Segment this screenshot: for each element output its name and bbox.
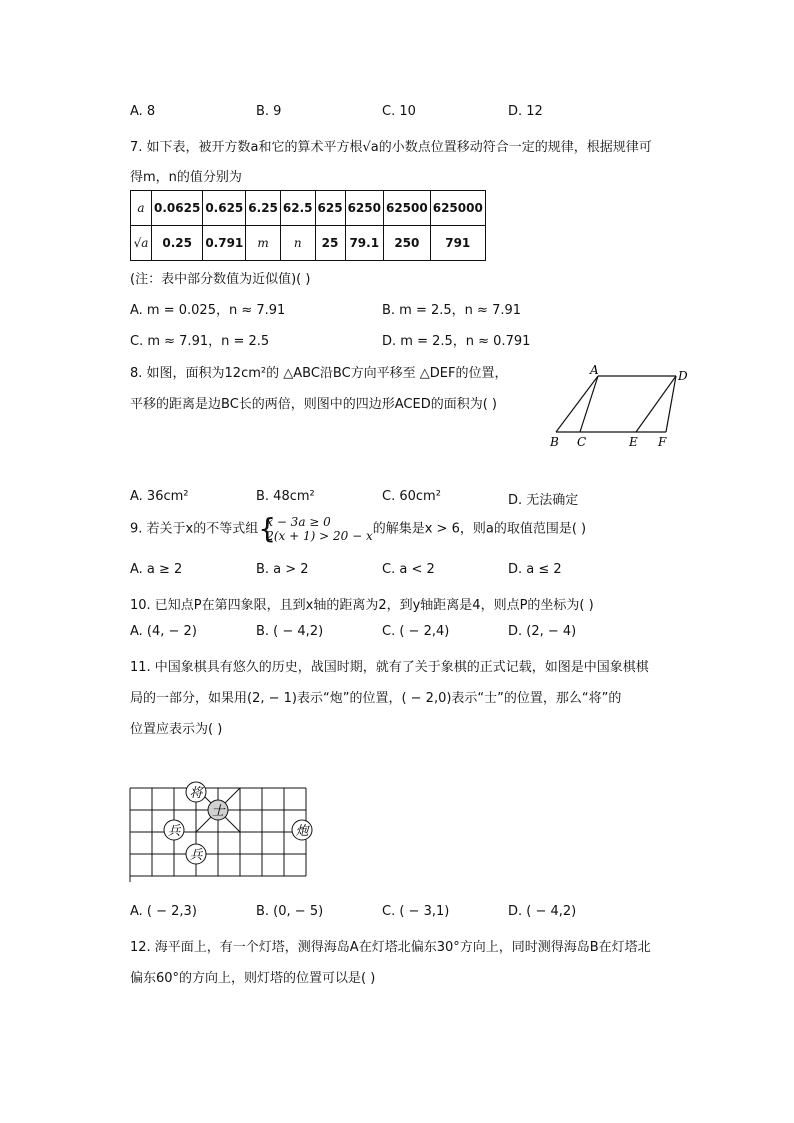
segment-de bbox=[636, 376, 676, 432]
q7-option-d: D. m = 2.5，n ≈ 0.791 bbox=[382, 334, 531, 349]
translation-figure bbox=[540, 360, 700, 452]
table-cell: 0.25 bbox=[152, 226, 203, 261]
q9-option-a: A. a ≥ 2 bbox=[130, 562, 183, 577]
q11-stem-line1: 11. 中国象棋具有悠久的历史，战国时期，就有了关于象棋的正式记载，如图是中国象棋棋 bbox=[130, 660, 649, 675]
q9-option-c: C. a < 2 bbox=[382, 562, 435, 577]
table-cell: 62500 bbox=[383, 191, 430, 226]
table-cell: 0.625 bbox=[203, 191, 246, 226]
q7-stem-line1: 7. 如下表，被开方数a和它的算术平方根√a的小数点位置移动符合一定的规律，根据规律可 bbox=[130, 140, 652, 155]
q6-option-c: C. 10 bbox=[382, 104, 416, 119]
svg-text:炮: 炮 bbox=[295, 824, 309, 839]
piece-jiang bbox=[186, 782, 206, 802]
q11-option-d: D. ( − 4,2) bbox=[508, 904, 577, 919]
q11-stem-line2: 局的一部分，如果用(2, − 1)表示“炮”的位置，( − 2,0)表示“士”的位置，那么“将”的 bbox=[130, 691, 622, 706]
q7-stem-line2: 得m，n的值分别为 bbox=[130, 170, 242, 185]
table-cell: 6.25 bbox=[246, 191, 281, 226]
brace-icon: { bbox=[258, 512, 277, 545]
sqrt-table bbox=[130, 190, 486, 261]
table-header-a: a bbox=[131, 191, 152, 226]
q10-option-a: A. (4, − 2) bbox=[130, 624, 197, 639]
q8-option-c: C. 60cm² bbox=[382, 489, 441, 504]
table-cell: n bbox=[280, 226, 315, 261]
table-cell: 625 bbox=[315, 191, 345, 226]
q12-stem-line2: 偏东60°的方向上，则灯塔的位置可以是( ) bbox=[130, 971, 376, 986]
q8-option-a: A. 36cm² bbox=[130, 489, 189, 504]
inequality-system bbox=[258, 512, 373, 545]
q7-note: (注：表中部分数值为近似值)( ) bbox=[130, 272, 311, 287]
svg-text:兵: 兵 bbox=[189, 848, 203, 863]
q9-option-b: B. a > 2 bbox=[256, 562, 309, 577]
chess-board-figure bbox=[120, 778, 320, 888]
label-e: E bbox=[629, 435, 638, 449]
piece-pao bbox=[292, 820, 312, 840]
q9-suffix: 的解集是x > 6，则a的取值范围是( ) bbox=[372, 521, 587, 537]
table-cell: 0.0625 bbox=[152, 191, 203, 226]
label-f: F bbox=[658, 435, 667, 449]
q11-stem-line3: 位置应表示为( ) bbox=[130, 722, 223, 737]
q8-option-d: D. 无法确定 bbox=[508, 493, 579, 508]
q6-option-a: A. 8 bbox=[130, 104, 156, 119]
svg-text:士: 士 bbox=[211, 804, 225, 819]
q10-option-d: D. (2, − 4) bbox=[508, 624, 577, 639]
segment-ac bbox=[580, 376, 598, 432]
table-cell: 791 bbox=[430, 226, 485, 261]
q8-stem-line2: 平移的距离是边BC长的两倍，则图中的四边形ACED的面积为( ) bbox=[130, 397, 498, 412]
q11-option-a: A. ( − 2,3) bbox=[130, 904, 197, 919]
label-a: A bbox=[590, 363, 599, 377]
label-d: D bbox=[678, 369, 688, 383]
piece-bing-bottom bbox=[186, 844, 206, 864]
table-cell: 0.791 bbox=[203, 226, 246, 261]
label-b: B bbox=[550, 435, 559, 449]
segment-ab bbox=[556, 376, 598, 432]
segment-df bbox=[666, 376, 676, 432]
table-cell: 79.1 bbox=[345, 226, 383, 261]
q11-option-b: B. (0, − 5) bbox=[256, 904, 324, 919]
table-cell: 6250 bbox=[345, 191, 383, 226]
q9-stem bbox=[130, 512, 587, 545]
piece-shi bbox=[208, 800, 228, 820]
q11-option-c: C. ( − 3,1) bbox=[382, 904, 450, 919]
piece-bing-left bbox=[164, 820, 184, 840]
q10-stem: 10. 已知点P在第四象限，且到x轴的距离为2，到y轴距离是4，则点P的坐标为( ) bbox=[130, 598, 594, 613]
svg-text:将: 将 bbox=[189, 786, 203, 801]
q8-option-b: B. 48cm² bbox=[256, 489, 315, 504]
q7-option-b: B. m = 2.5，n ≈ 7.91 bbox=[382, 303, 522, 318]
q10-option-c: C. ( − 2,4) bbox=[382, 624, 450, 639]
q7-option-a: A. m = 0.025，n ≈ 7.91 bbox=[130, 303, 286, 318]
q6-option-d: D. 12 bbox=[508, 104, 543, 119]
table-header-sqrt-a: √a bbox=[131, 226, 152, 261]
table-cell: 25 bbox=[315, 226, 345, 261]
table-row-sqrt bbox=[131, 226, 486, 261]
table-cell: 250 bbox=[383, 226, 430, 261]
inequality-2: 2(x + 1) > 20 − x bbox=[266, 529, 373, 543]
inequality-1: x − 3a ≥ 0 bbox=[266, 515, 331, 529]
q7-option-c: C. m ≈ 7.91，n = 2.5 bbox=[130, 334, 270, 349]
table-cell: 62.5 bbox=[280, 191, 315, 226]
q9-prefix: 9. 若关于x的不等式组 bbox=[130, 521, 259, 537]
table-cell: m bbox=[246, 226, 281, 261]
q12-stem-line1: 12. 海平面上，有一个灯塔，测得海岛A在灯塔北偏东30°方向上，同时测得海岛B在灯塔北 bbox=[130, 940, 651, 955]
table-row-a bbox=[131, 191, 486, 226]
q6-option-b: B. 9 bbox=[256, 104, 282, 119]
q9-option-d: D. a ≤ 2 bbox=[508, 562, 562, 577]
q8-stem-line1: 8. 如图，面积为12cm²的 △ABC沿BC方向平移至 △DEF的位置， bbox=[130, 366, 508, 381]
svg-text:兵: 兵 bbox=[167, 824, 181, 839]
table-cell: 625000 bbox=[430, 191, 485, 226]
label-c: C bbox=[577, 435, 587, 449]
q10-option-b: B. ( − 4,2) bbox=[256, 624, 324, 639]
